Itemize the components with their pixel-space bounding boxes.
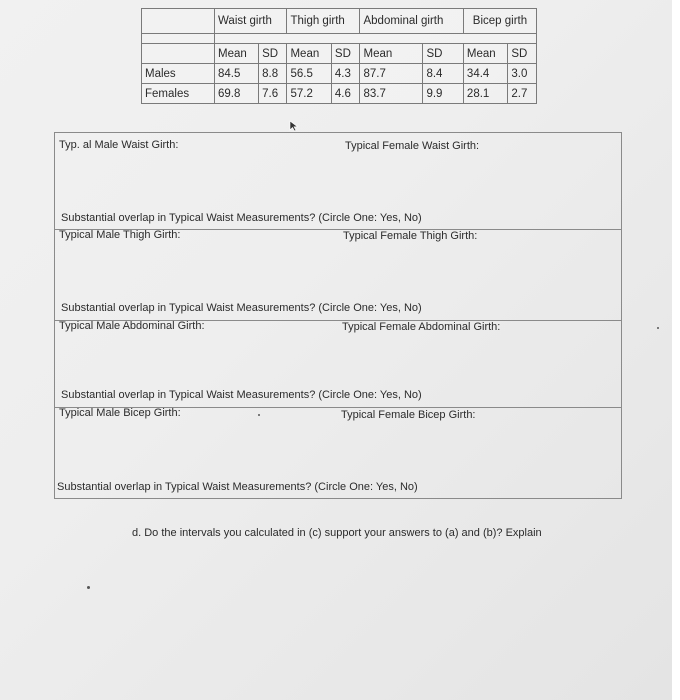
stat-header-row	[142, 44, 537, 64]
column-header-thigh: Thigh girth	[287, 9, 360, 34]
row-label: Males	[142, 64, 215, 84]
stat-header: Mean	[463, 44, 507, 64]
table-corner-cell	[142, 9, 215, 34]
stat-header: Mean	[215, 44, 259, 64]
thigh-overlap-question: Substantial overlap in Typical Waist Measurements? (Circle One: Yes, No)	[61, 302, 422, 314]
paper-speck	[87, 586, 90, 589]
male-abdominal-label: Typical Male Abdominal Girth:	[59, 320, 205, 332]
table-row-females	[142, 84, 537, 104]
stat-header: SD	[259, 44, 287, 64]
table-cell: 56.5	[287, 64, 331, 84]
section-waist	[54, 132, 622, 230]
table-cell: 8.8	[259, 64, 287, 84]
stat-header: SD	[331, 44, 360, 64]
section-abdominal	[54, 321, 622, 408]
stat-header: SD	[423, 44, 463, 64]
table-spacer-row	[142, 34, 537, 44]
stat-header: Mean	[287, 44, 331, 64]
male-bicep-label: Typical Male Bicep Girth:	[59, 407, 181, 419]
male-thigh-label: Typical Male Thigh Girth:	[59, 229, 181, 241]
spacer-cell	[142, 34, 215, 44]
column-header-abdominal: Abdominal girth	[360, 9, 463, 34]
female-bicep-label: Typical Female Bicep Girth:	[341, 409, 476, 421]
table-cell: 69.8	[215, 84, 259, 104]
column-header-waist: Waist girth	[215, 9, 287, 34]
table-cell: 28.1	[463, 84, 507, 104]
table-cell: 34.4	[463, 64, 507, 84]
table-cell: 3.0	[508, 64, 537, 84]
girth-stats-table	[141, 8, 537, 104]
table-cell: 84.5	[215, 64, 259, 84]
table-cell: 4.3	[331, 64, 360, 84]
bicep-overlap-question: Substantial overlap in Typical Waist Measurements? (Circle One: Yes, No)	[57, 481, 418, 493]
female-abdominal-label: Typical Female Abdominal Girth:	[342, 321, 501, 333]
row-label: Females	[142, 84, 215, 104]
table-cell: 57.2	[287, 84, 331, 104]
paper-speck	[657, 327, 659, 329]
table-cell: 83.7	[360, 84, 423, 104]
stat-header: Mean	[360, 44, 423, 64]
mouse-cursor-icon	[289, 120, 299, 132]
table-cell: 7.6	[259, 84, 287, 104]
female-thigh-label: Typical Female Thigh Girth:	[343, 230, 478, 242]
male-waist-label: Typ. al Male Waist Girth:	[59, 139, 179, 151]
table-header-row	[142, 9, 537, 34]
stat-header: SD	[508, 44, 537, 64]
table-cell: 2.7	[508, 84, 537, 104]
column-header-bicep: Bicep girth	[463, 9, 536, 34]
page-edge	[672, 0, 680, 700]
female-waist-label: Typical Female Waist Girth:	[345, 140, 480, 152]
paper-speck	[258, 414, 260, 416]
question-d: d. Do the intervals you calculated in (c) support your answers to (a) and (b)? Explain	[132, 527, 542, 539]
section-bicep	[54, 408, 622, 499]
waist-overlap-question: Substantial overlap in Typical Waist Measurements? (Circle One: Yes, No)	[61, 212, 422, 224]
table-cell: 4.6	[331, 84, 360, 104]
abdominal-overlap-question: Substantial overlap in Typical Waist Measurements? (Circle One: Yes, No)	[61, 389, 422, 401]
stat-header-label-cell	[142, 44, 215, 64]
table-row-males	[142, 64, 537, 84]
section-thigh	[54, 229, 622, 321]
spacer-cell	[215, 34, 537, 44]
table-cell: 87.7	[360, 64, 423, 84]
table-cell: 8.4	[423, 64, 463, 84]
table-cell: 9.9	[423, 84, 463, 104]
